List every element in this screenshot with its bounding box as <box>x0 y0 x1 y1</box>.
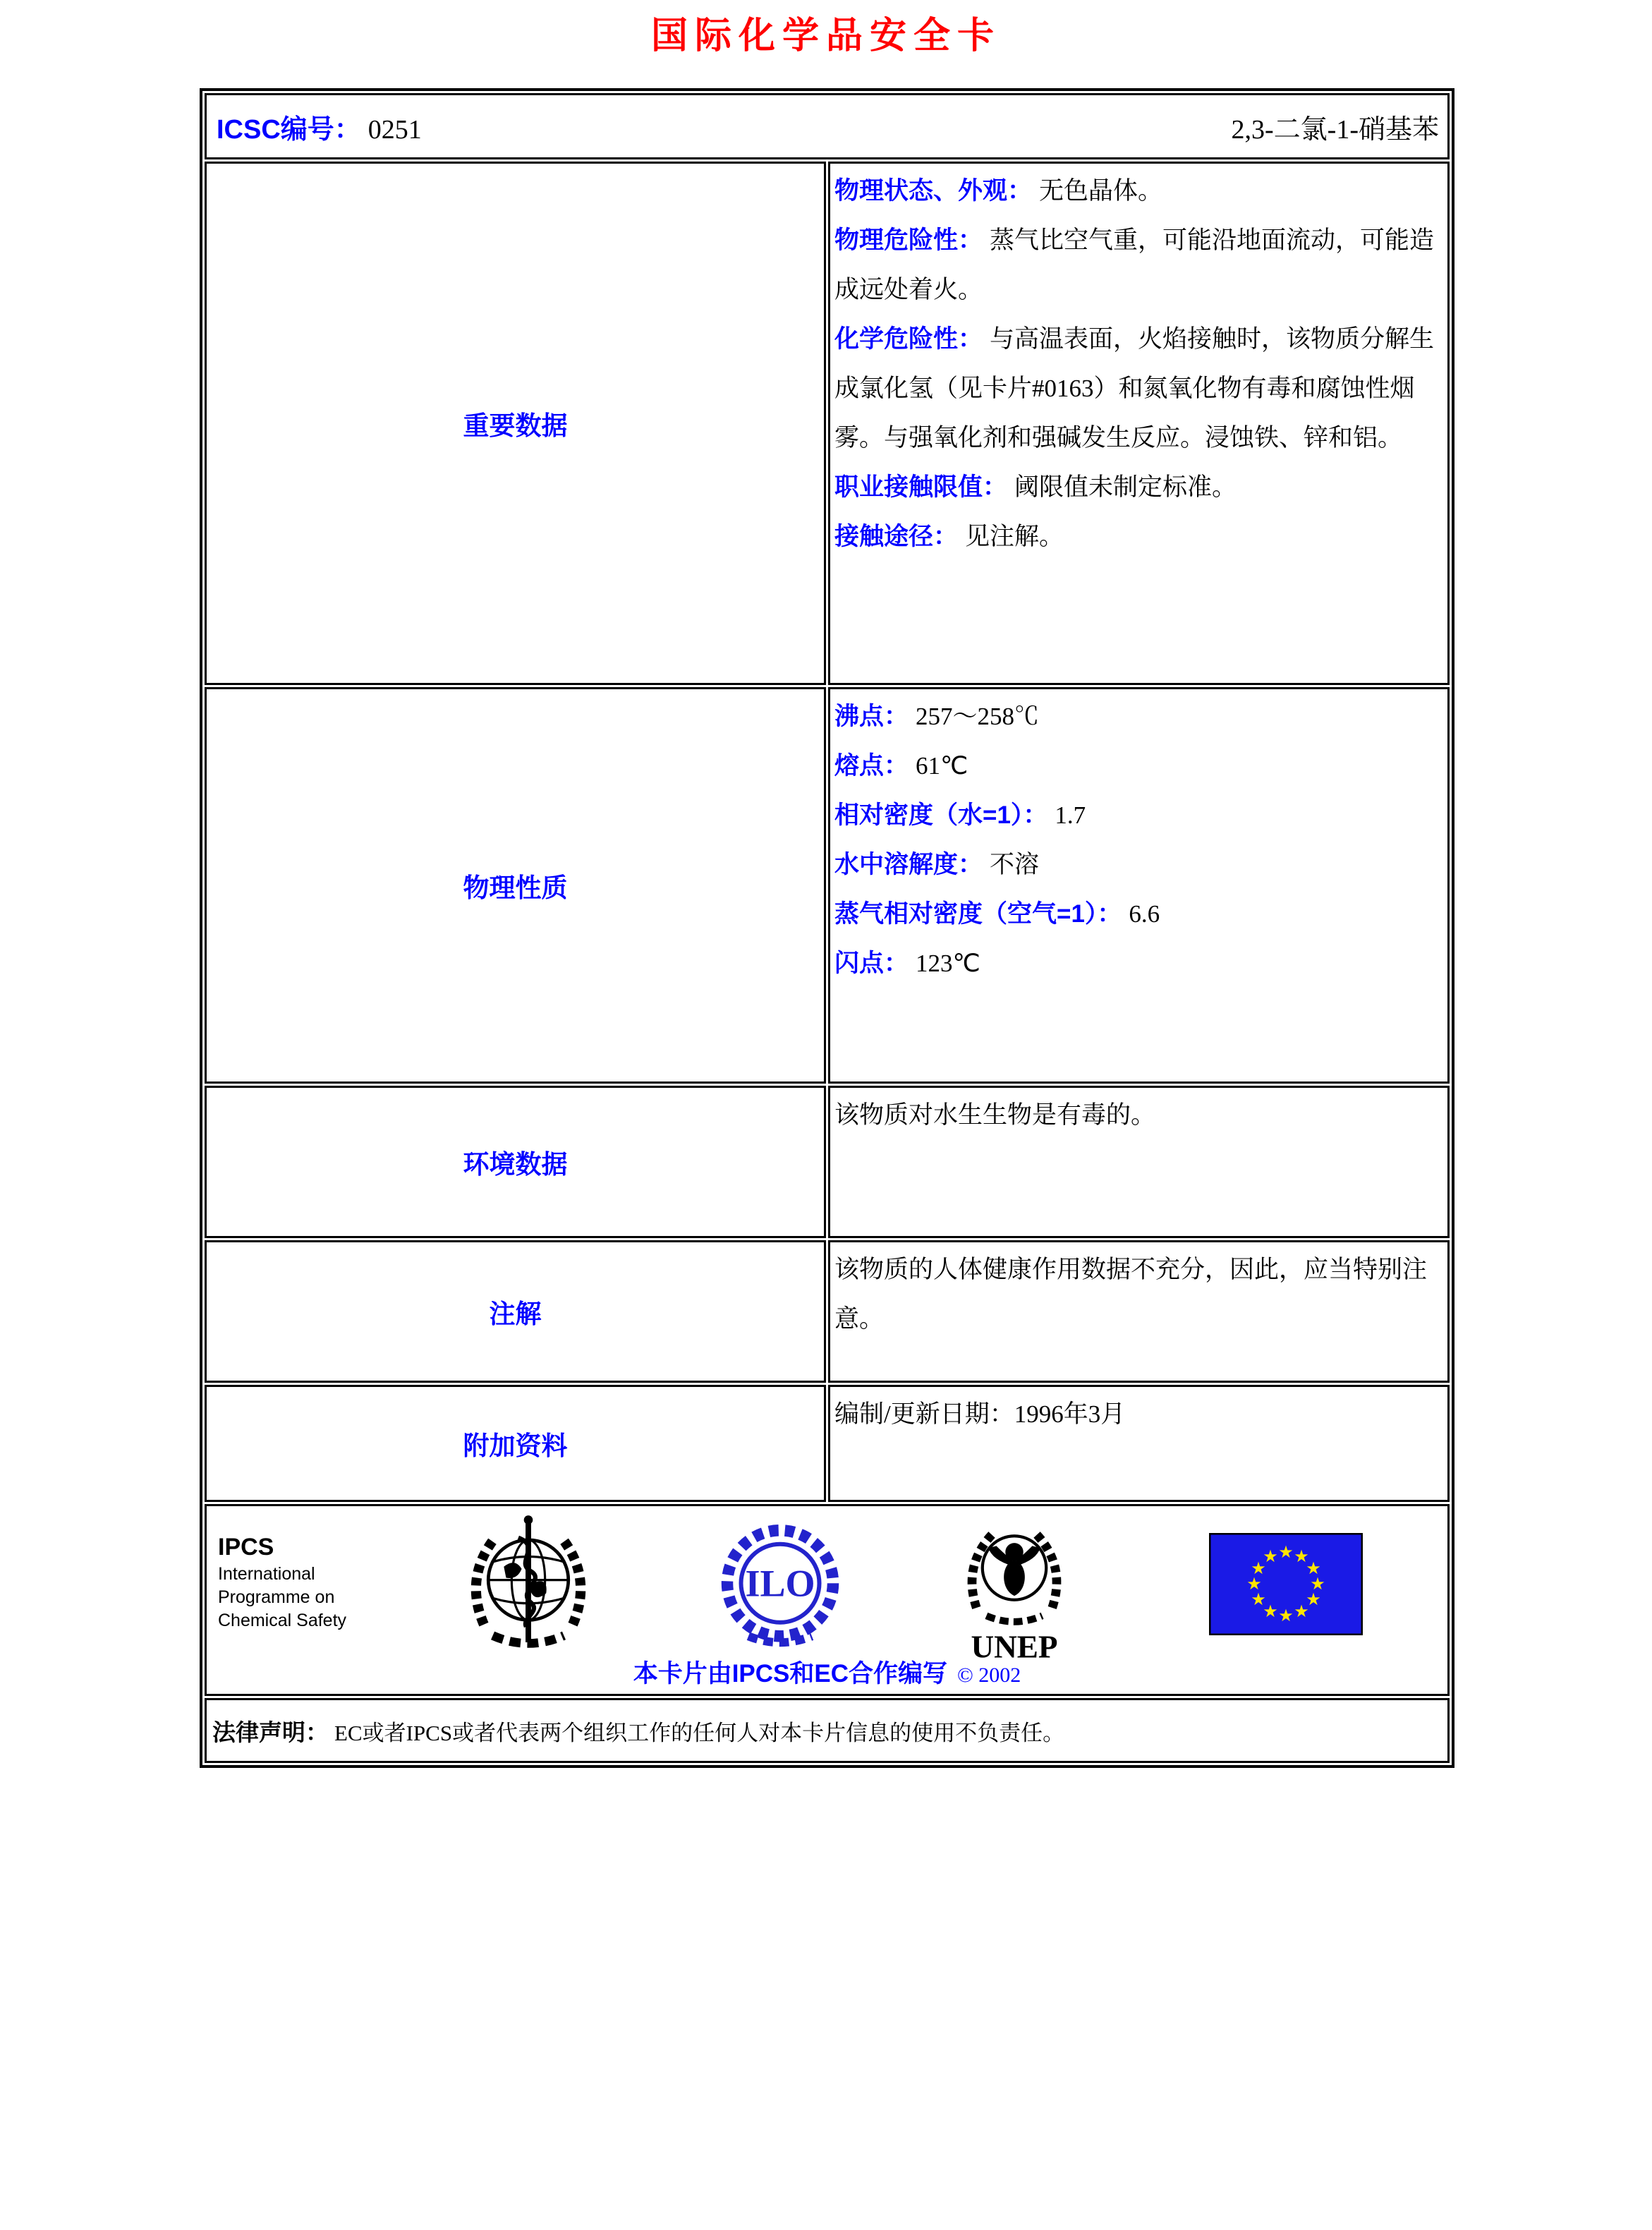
icsc-card-table <box>200 88 1454 1768</box>
field-line <box>834 512 1442 562</box>
svg-text:★: ★ <box>1278 1542 1294 1562</box>
field-value: 无色晶体。 <box>1039 177 1163 205</box>
ipcs-acronym: IPCS <box>218 1534 274 1561</box>
field-line <box>834 741 1442 791</box>
svg-text:★: ★ <box>1310 1574 1325 1594</box>
field-line <box>834 692 1442 741</box>
field-label: 职业接触限值： <box>834 473 1008 501</box>
section-row <box>205 1385 1450 1502</box>
icsc-number-value: 0251 <box>368 114 422 145</box>
section-content <box>828 1240 1450 1383</box>
svg-text:★: ★ <box>1306 1558 1321 1578</box>
legal-row <box>205 1698 1450 1763</box>
field-line <box>834 890 1442 939</box>
svg-text:★: ★ <box>1251 1589 1266 1609</box>
field-line <box>834 791 1442 840</box>
legal-notice-label: 法律声明： <box>212 1719 329 1745</box>
section-label: 重要数据 <box>205 162 826 685</box>
svg-text:★: ★ <box>1278 1606 1294 1625</box>
field-label: 物理危险性： <box>834 226 983 254</box>
section-label: 环境数据 <box>205 1086 826 1238</box>
field-label: 沸点： <box>834 703 909 730</box>
field-label: 物理状态、外观： <box>834 177 1033 205</box>
field-value: 123℃ <box>916 950 980 977</box>
svg-text:★: ★ <box>1251 1558 1266 1578</box>
page-title: 国际化学品安全卡 <box>650 16 1001 56</box>
ipcs-line: Programme on <box>218 1587 335 1607</box>
section-content <box>828 162 1450 685</box>
unep-caption: UNEP <box>971 1629 1058 1665</box>
who-logo-icon <box>461 1513 595 1661</box>
copyright-text: © 2002 <box>957 1664 1021 1687</box>
field-line <box>834 463 1442 512</box>
field-label: 蒸气相对密度（空气=1）： <box>834 900 1122 928</box>
field-value: 蒸气比空气重，可能沿地面流动，可能造成远处着火。 <box>834 226 1435 303</box>
svg-text:★: ★ <box>1294 1601 1309 1621</box>
section-row <box>205 1240 1450 1383</box>
field-value: 与高温表面，火焰接触时，该物质分解生成氯化氢（见卡片#0163）和氮氧化物有毒和腐蚀性烟雾。与强氧化剂和强碱发生反应。浸蚀铁、锌和铝。 <box>834 325 1435 452</box>
field-line <box>834 1245 1442 1344</box>
field-line <box>834 216 1442 315</box>
field-value: 1.7 <box>1055 801 1086 829</box>
field-value: 不溶 <box>990 851 1040 878</box>
header-cell <box>205 93 1450 159</box>
ipcs-line: International <box>218 1564 315 1584</box>
field-line <box>834 1390 1442 1439</box>
section-row <box>205 162 1450 685</box>
field-label: 接触途径： <box>834 523 959 550</box>
legal-cell <box>205 1698 1450 1763</box>
svg-text:★: ★ <box>1263 1546 1278 1566</box>
svg-text:★: ★ <box>1263 1601 1278 1621</box>
section-content <box>828 1385 1450 1502</box>
field-line <box>834 840 1442 890</box>
ilo-letters: ILO <box>745 1562 815 1605</box>
chemical-name: 2,3-二氯-1-硝基苯 <box>1231 114 1439 145</box>
ilo-logo-icon <box>717 1522 844 1658</box>
section-row <box>205 1086 1450 1238</box>
cooperation-caption <box>207 1654 1447 1690</box>
ipcs-line: Chemical Safety <box>218 1611 347 1630</box>
field-line <box>834 939 1442 988</box>
logos-cell <box>205 1504 1450 1696</box>
field-label: 化学危险性： <box>834 325 983 353</box>
field-value: 6.6 <box>1129 900 1160 928</box>
field-label: 相对密度（水=1）： <box>834 801 1048 829</box>
field-value: 61℃ <box>916 752 968 780</box>
section-label: 注解 <box>205 1240 826 1383</box>
field-value: 编制/更新日期：1996年3月 <box>834 1400 1126 1428</box>
section-row <box>205 687 1450 1084</box>
field-value: 阈限值未制定标准。 <box>1014 473 1237 501</box>
section-content <box>828 687 1450 1084</box>
section-label: 物理性质 <box>205 687 826 1084</box>
field-line <box>834 1091 1442 1140</box>
svg-text:★: ★ <box>1246 1574 1262 1594</box>
section-label: 附加资料 <box>205 1385 826 1502</box>
svg-text:★: ★ <box>1306 1589 1321 1609</box>
icsc-number-label: ICSC编号： <box>217 114 361 145</box>
field-value: 见注解。 <box>965 523 1064 550</box>
header-row <box>205 93 1450 159</box>
section-content <box>828 1086 1450 1238</box>
svg-text:★: ★ <box>1294 1546 1309 1566</box>
field-line <box>834 315 1442 463</box>
ipcs-text-block <box>218 1532 346 1632</box>
field-line <box>834 166 1442 216</box>
unep-logo-icon <box>954 1516 1074 1669</box>
icsc-number-group <box>217 107 422 146</box>
legal-notice-text: EC或者IPCS或者代表两个组织工作的任何人对本卡片信息的使用不负责任。 <box>334 1720 1065 1745</box>
field-value: 257～258℃ <box>916 703 1040 730</box>
eu-flag-icon <box>1209 1533 1363 1639</box>
logos-row <box>205 1504 1450 1696</box>
field-label: 水中溶解度： <box>834 851 983 878</box>
field-label: 熔点： <box>834 752 909 780</box>
field-value: 该物质的人体健康作用数据不充分，因此，应当特别注意。 <box>834 1256 1428 1333</box>
field-label: 闪点： <box>834 950 909 977</box>
cooperation-caption-text: 本卡片由IPCS和EC合作编写 <box>633 1660 947 1687</box>
field-value: 该物质对水生生物是有毒的。 <box>834 1101 1156 1129</box>
